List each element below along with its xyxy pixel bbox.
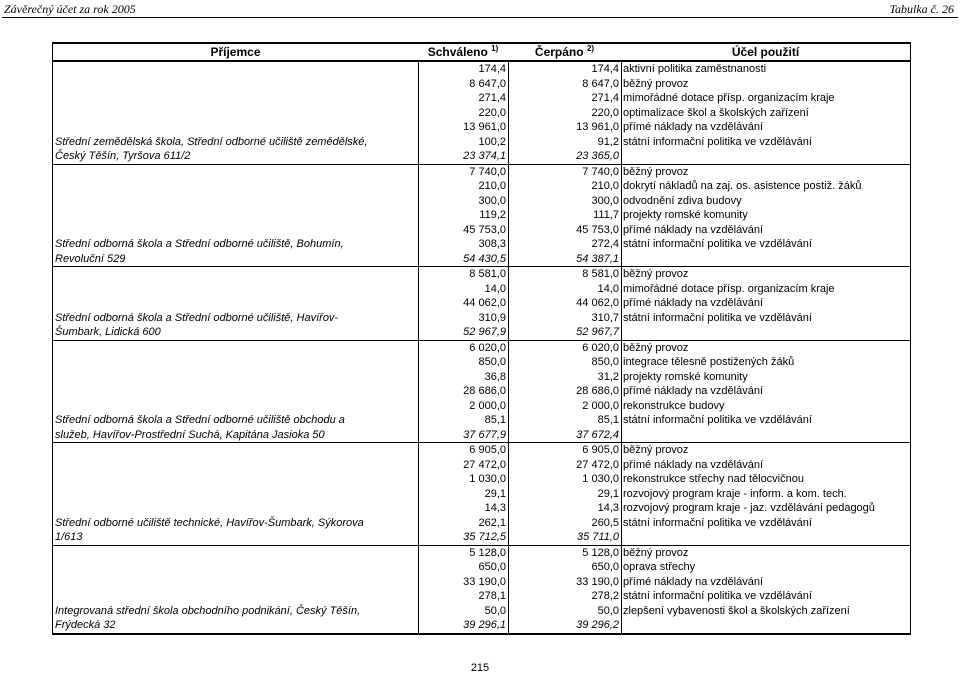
col-spent-label: Čerpáno bbox=[534, 45, 584, 59]
purpose-cell: odvodnění zdiva budovy bbox=[621, 194, 910, 209]
purpose-cell bbox=[621, 530, 910, 545]
purpose-cell bbox=[621, 252, 910, 267]
approved-cell: 278,1 bbox=[418, 589, 508, 604]
recipient-cell bbox=[53, 341, 418, 356]
approved-cell: 220,0 bbox=[418, 106, 508, 121]
purpose-cell: rekonstrukce střechy nad tělocvičnou bbox=[621, 472, 910, 487]
spent-cell: 1 030,0 bbox=[508, 472, 621, 487]
approved-cell: 29,1 bbox=[418, 487, 508, 502]
approved-cell: 100,2 bbox=[418, 135, 508, 150]
spent-cell: 8 581,0 bbox=[508, 267, 621, 282]
recipient-cell: Šumbark, Lidická 600 bbox=[55, 326, 161, 338]
spent-cell: 111,7 bbox=[508, 208, 621, 223]
spent-cell: 310,7 bbox=[508, 311, 621, 326]
table-total-row bbox=[53, 530, 910, 546]
purpose-cell: dokrytí nákladů na zaj. os. asistence postiž. žáků bbox=[621, 179, 910, 194]
spent-cell: 210,0 bbox=[508, 179, 621, 194]
spent-cell: 220,0 bbox=[508, 106, 621, 121]
table-row bbox=[53, 546, 910, 561]
recipient-cell: Střední zemědělská škola, Střední odborné učiliště zemědělské, bbox=[55, 135, 368, 148]
approved-cell: 14,3 bbox=[418, 501, 508, 516]
spent-cell: 5 128,0 bbox=[508, 546, 621, 561]
spent-cell: 850,0 bbox=[508, 355, 621, 370]
recipient-cell bbox=[53, 399, 418, 414]
spent-cell: 272,4 bbox=[508, 237, 621, 252]
purpose-cell: běžný provoz bbox=[621, 341, 910, 356]
recipient-cell bbox=[53, 546, 418, 561]
approved-cell: 850,0 bbox=[418, 355, 508, 370]
purpose-cell bbox=[621, 618, 910, 633]
purpose-cell: přímé náklady na vzdělávání bbox=[621, 296, 910, 311]
recipient-cell bbox=[53, 223, 418, 238]
table-row bbox=[53, 311, 910, 326]
table-row bbox=[53, 487, 910, 502]
col-approved-label: Schváleno bbox=[427, 45, 488, 59]
spent-cell: 260,5 bbox=[508, 516, 621, 531]
purpose-cell: projekty romské komunity bbox=[621, 370, 910, 385]
approved-cell: 33 190,0 bbox=[418, 575, 508, 590]
approved-cell: 7 740,0 bbox=[418, 165, 508, 180]
spent-cell: 31,2 bbox=[508, 370, 621, 385]
purpose-cell: mimořádné dotace přísp. organizacím kraje bbox=[621, 282, 910, 297]
spent-cell: 650,0 bbox=[508, 560, 621, 575]
spent-cell: 91,2 bbox=[508, 135, 621, 150]
purpose-cell: státní informační politika ve vzdělávání bbox=[621, 237, 910, 252]
table-row bbox=[53, 560, 910, 575]
table-row bbox=[53, 91, 910, 106]
approved-cell: 650,0 bbox=[418, 560, 508, 575]
table-row bbox=[53, 194, 910, 209]
table-row bbox=[53, 223, 910, 238]
spent-cell: 2 000,0 bbox=[508, 399, 621, 414]
approved-cell: 271,4 bbox=[418, 91, 508, 106]
approved-cell: 210,0 bbox=[418, 179, 508, 194]
spent-cell: 33 190,0 bbox=[508, 575, 621, 590]
approved-cell: 36,8 bbox=[418, 370, 508, 385]
approved-cell: 37 677,9 bbox=[418, 428, 508, 443]
purpose-cell: přímé náklady na vzdělávání bbox=[621, 458, 910, 473]
recipient-cell bbox=[53, 472, 418, 487]
recipient-cell: Střední odborná škola a Střední odborné učiliště, Bohumín, bbox=[55, 238, 344, 250]
approved-cell: 8 647,0 bbox=[418, 77, 508, 92]
recipient-cell: Střední odborná škola a Střední odborné učiliště obchodu a bbox=[55, 414, 345, 426]
purpose-cell: zlepšení vybavenosti škol a školských zařízení bbox=[621, 604, 910, 619]
recipient-cell bbox=[53, 194, 418, 209]
table-row bbox=[53, 443, 910, 458]
spent-cell: 27 472,0 bbox=[508, 458, 621, 473]
spent-cell: 6 020,0 bbox=[508, 341, 621, 356]
recipient-cell: Střední odborná škola a Střední odborné učiliště, Havířov- bbox=[55, 311, 339, 324]
recipient-cell bbox=[53, 296, 418, 311]
purpose-cell: běžný provoz bbox=[621, 267, 910, 282]
purpose-cell: běžný provoz bbox=[621, 77, 910, 92]
purpose-cell: běžný provoz bbox=[621, 165, 910, 180]
recipient-cell bbox=[53, 91, 418, 106]
table-row bbox=[53, 341, 910, 356]
purpose-cell: přímé náklady na vzdělávání bbox=[621, 120, 910, 135]
approved-cell: 44 062,0 bbox=[418, 296, 508, 311]
recipient-cell bbox=[53, 106, 418, 121]
approved-cell: 6 905,0 bbox=[418, 443, 508, 458]
recipient-cell: Frýdecká 32 bbox=[55, 619, 116, 631]
recipient-cell bbox=[53, 62, 418, 77]
recipient-cell: 1/613 bbox=[55, 531, 83, 543]
approved-cell: 1 030,0 bbox=[418, 472, 508, 487]
approved-cell: 28 686,0 bbox=[418, 384, 508, 399]
table-row bbox=[53, 472, 910, 487]
purpose-cell: rekonstrukce budovy bbox=[621, 399, 910, 414]
col-recipient-header bbox=[53, 44, 418, 60]
recipient-cell bbox=[53, 589, 418, 604]
approved-cell: 8 581,0 bbox=[418, 267, 508, 282]
table-row bbox=[53, 165, 910, 180]
spent-cell: 85,1 bbox=[508, 413, 621, 428]
report-title: Závěrečný účet za rok 2005 bbox=[4, 2, 136, 16]
spent-cell: 39 296,2 bbox=[508, 618, 621, 633]
header-divider bbox=[2, 17, 958, 18]
table-row bbox=[53, 355, 910, 370]
purpose-cell: rozvojový program kraje - jaz. vzdělávání pedagogů bbox=[621, 501, 910, 516]
purpose-cell: optimalizace škol a školských zařízení bbox=[621, 106, 910, 121]
spent-cell: 35 711,0 bbox=[508, 530, 621, 545]
approved-cell: 300,0 bbox=[418, 194, 508, 209]
recipient-cell bbox=[53, 120, 418, 135]
approved-cell: 310,9 bbox=[418, 311, 508, 326]
table-row bbox=[53, 399, 910, 414]
approved-cell: 262,1 bbox=[418, 516, 508, 531]
table-row bbox=[53, 458, 910, 473]
purpose-cell bbox=[621, 325, 910, 340]
purpose-cell: běžný provoz bbox=[621, 443, 910, 458]
table-total-row bbox=[53, 149, 910, 165]
spent-cell: 13 961,0 bbox=[508, 120, 621, 135]
recipient-cell: Integrovaná střední škola obchodního podnikání, Český Těšín, bbox=[55, 604, 361, 617]
recipient-cell bbox=[53, 355, 418, 370]
spent-cell: 29,1 bbox=[508, 487, 621, 502]
purpose-cell: integrace tělesně postižených žáků bbox=[621, 355, 910, 370]
recipient-cell bbox=[53, 575, 418, 590]
table-total-row bbox=[53, 252, 910, 268]
table-row bbox=[53, 135, 910, 150]
table-row bbox=[53, 282, 910, 297]
table-row bbox=[53, 501, 910, 516]
recipient-cell bbox=[53, 443, 418, 458]
purpose-cell: oprava střechy bbox=[621, 560, 910, 575]
recipient-cell bbox=[53, 458, 418, 473]
approved-cell: 39 296,1 bbox=[418, 618, 508, 633]
spent-cell: 44 062,0 bbox=[508, 296, 621, 311]
recipient-cell: Střední odborné učiliště technické, Havířov-Šumbark, Sýkorova bbox=[55, 516, 364, 529]
spent-cell: 50,0 bbox=[508, 604, 621, 619]
approved-cell: 35 712,5 bbox=[418, 530, 508, 545]
approved-cell: 14,0 bbox=[418, 282, 508, 297]
recipient-cell: Český Těšín, Tyršova 611/2 bbox=[55, 150, 191, 162]
spent-cell: 37 672,4 bbox=[508, 428, 621, 443]
spent-cell: 23 365,0 bbox=[508, 149, 621, 164]
table-row bbox=[53, 604, 910, 619]
purpose-cell: státní informační politika ve vzdělávání bbox=[621, 516, 910, 531]
table-row bbox=[53, 413, 910, 428]
recipient-cell bbox=[53, 370, 418, 385]
recipient-cell bbox=[53, 267, 418, 282]
approved-cell: 13 961,0 bbox=[418, 120, 508, 135]
approved-cell: 85,1 bbox=[418, 413, 508, 428]
table-row bbox=[53, 296, 910, 311]
purpose-cell: státní informační politika ve vzdělávání bbox=[621, 413, 910, 428]
recipient-cell bbox=[53, 165, 418, 180]
approved-cell: 27 472,0 bbox=[418, 458, 508, 473]
table-row bbox=[53, 179, 910, 194]
spent-cell: 28 686,0 bbox=[508, 384, 621, 399]
spent-cell: 52 967,7 bbox=[508, 325, 621, 340]
purpose-cell: státní informační politika ve vzdělávání bbox=[621, 135, 910, 150]
purpose-cell: státní informační politika ve vzdělávání bbox=[621, 589, 910, 604]
table-row bbox=[53, 575, 910, 590]
table-total-row bbox=[53, 325, 910, 341]
col-spent-header bbox=[508, 44, 621, 60]
table-body bbox=[53, 62, 910, 634]
spent-cell: 6 905,0 bbox=[508, 443, 621, 458]
spent-cell: 54 387,1 bbox=[508, 252, 621, 267]
spent-cell: 271,4 bbox=[508, 91, 621, 106]
table-header bbox=[53, 44, 910, 62]
purpose-cell: rozvojový program kraje - inform. a kom. tech. bbox=[621, 487, 910, 502]
purpose-cell: státní informační politika ve vzdělávání bbox=[621, 311, 910, 326]
spent-cell: 300,0 bbox=[508, 194, 621, 209]
table-row bbox=[53, 267, 910, 282]
col-approved-header bbox=[418, 44, 508, 60]
approved-cell: 50,0 bbox=[418, 604, 508, 619]
approved-cell: 54 430,5 bbox=[418, 252, 508, 267]
col-spent-footnote: 2) bbox=[586, 44, 595, 53]
col-approved-footnote: 1) bbox=[491, 44, 499, 53]
purpose-cell: přímé náklady na vzdělávání bbox=[621, 575, 910, 590]
spent-cell: 7 740,0 bbox=[508, 165, 621, 180]
spent-cell: 278,2 bbox=[508, 589, 621, 604]
table-row bbox=[53, 384, 910, 399]
table-row bbox=[53, 77, 910, 92]
approved-cell: 119,2 bbox=[418, 208, 508, 223]
recipient-cell bbox=[53, 77, 418, 92]
approved-cell: 23 374,1 bbox=[418, 149, 508, 164]
table-row bbox=[53, 516, 910, 531]
col-purpose-header bbox=[621, 44, 910, 60]
col-recipient-label: Příjemce bbox=[210, 45, 261, 59]
recipient-cell bbox=[53, 384, 418, 399]
approved-cell: 174,4 bbox=[418, 62, 508, 77]
table-row bbox=[53, 106, 910, 121]
recipient-cell bbox=[53, 501, 418, 516]
approved-cell: 52 967,9 bbox=[418, 325, 508, 340]
approved-cell: 308,3 bbox=[418, 237, 508, 252]
table-total-row bbox=[53, 618, 910, 634]
approved-cell: 2 000,0 bbox=[418, 399, 508, 414]
table-row bbox=[53, 237, 910, 252]
table-row bbox=[53, 370, 910, 385]
table-row bbox=[53, 208, 910, 223]
page-number: 215 bbox=[470, 662, 490, 674]
purpose-cell: aktivní politika zaměstnanosti bbox=[621, 62, 910, 77]
approved-cell: 6 020,0 bbox=[418, 341, 508, 356]
table-row bbox=[53, 589, 910, 604]
purpose-cell bbox=[621, 149, 910, 164]
purpose-cell: přímé náklady na vzdělávání bbox=[621, 384, 910, 399]
recipient-cell: služeb, Havířov-Prostřední Suchá, Kapitána Jasioka 50 bbox=[55, 428, 325, 441]
spent-cell: 174,4 bbox=[508, 62, 621, 77]
table-row bbox=[53, 62, 910, 77]
purpose-cell: projekty romské komunity bbox=[621, 208, 910, 223]
recipient-cell bbox=[53, 208, 418, 223]
table-number: Tabulka č. 26 bbox=[889, 2, 954, 16]
purpose-cell bbox=[621, 428, 910, 443]
spent-cell: 14,3 bbox=[508, 501, 621, 516]
table-total-row bbox=[53, 428, 910, 444]
spent-cell: 8 647,0 bbox=[508, 77, 621, 92]
col-purpose-label: Účel použití bbox=[731, 45, 800, 59]
table-row bbox=[53, 120, 910, 135]
purpose-cell: přímé náklady na vzdělávání bbox=[621, 223, 910, 238]
spent-cell: 14,0 bbox=[508, 282, 621, 297]
spent-cell: 45 753,0 bbox=[508, 223, 621, 238]
purpose-cell: mimořádné dotace přísp. organizacím kraje bbox=[621, 91, 910, 106]
approved-cell: 5 128,0 bbox=[418, 546, 508, 561]
approved-cell: 45 753,0 bbox=[418, 223, 508, 238]
recipient-cell bbox=[53, 282, 418, 297]
purpose-cell: běžný provoz bbox=[621, 546, 910, 561]
recipient-cell bbox=[53, 179, 418, 194]
recipient-cell bbox=[53, 560, 418, 575]
recipient-cell bbox=[53, 487, 418, 502]
recipient-cell: Revoluční 529 bbox=[55, 252, 126, 265]
budget-table bbox=[52, 42, 911, 635]
